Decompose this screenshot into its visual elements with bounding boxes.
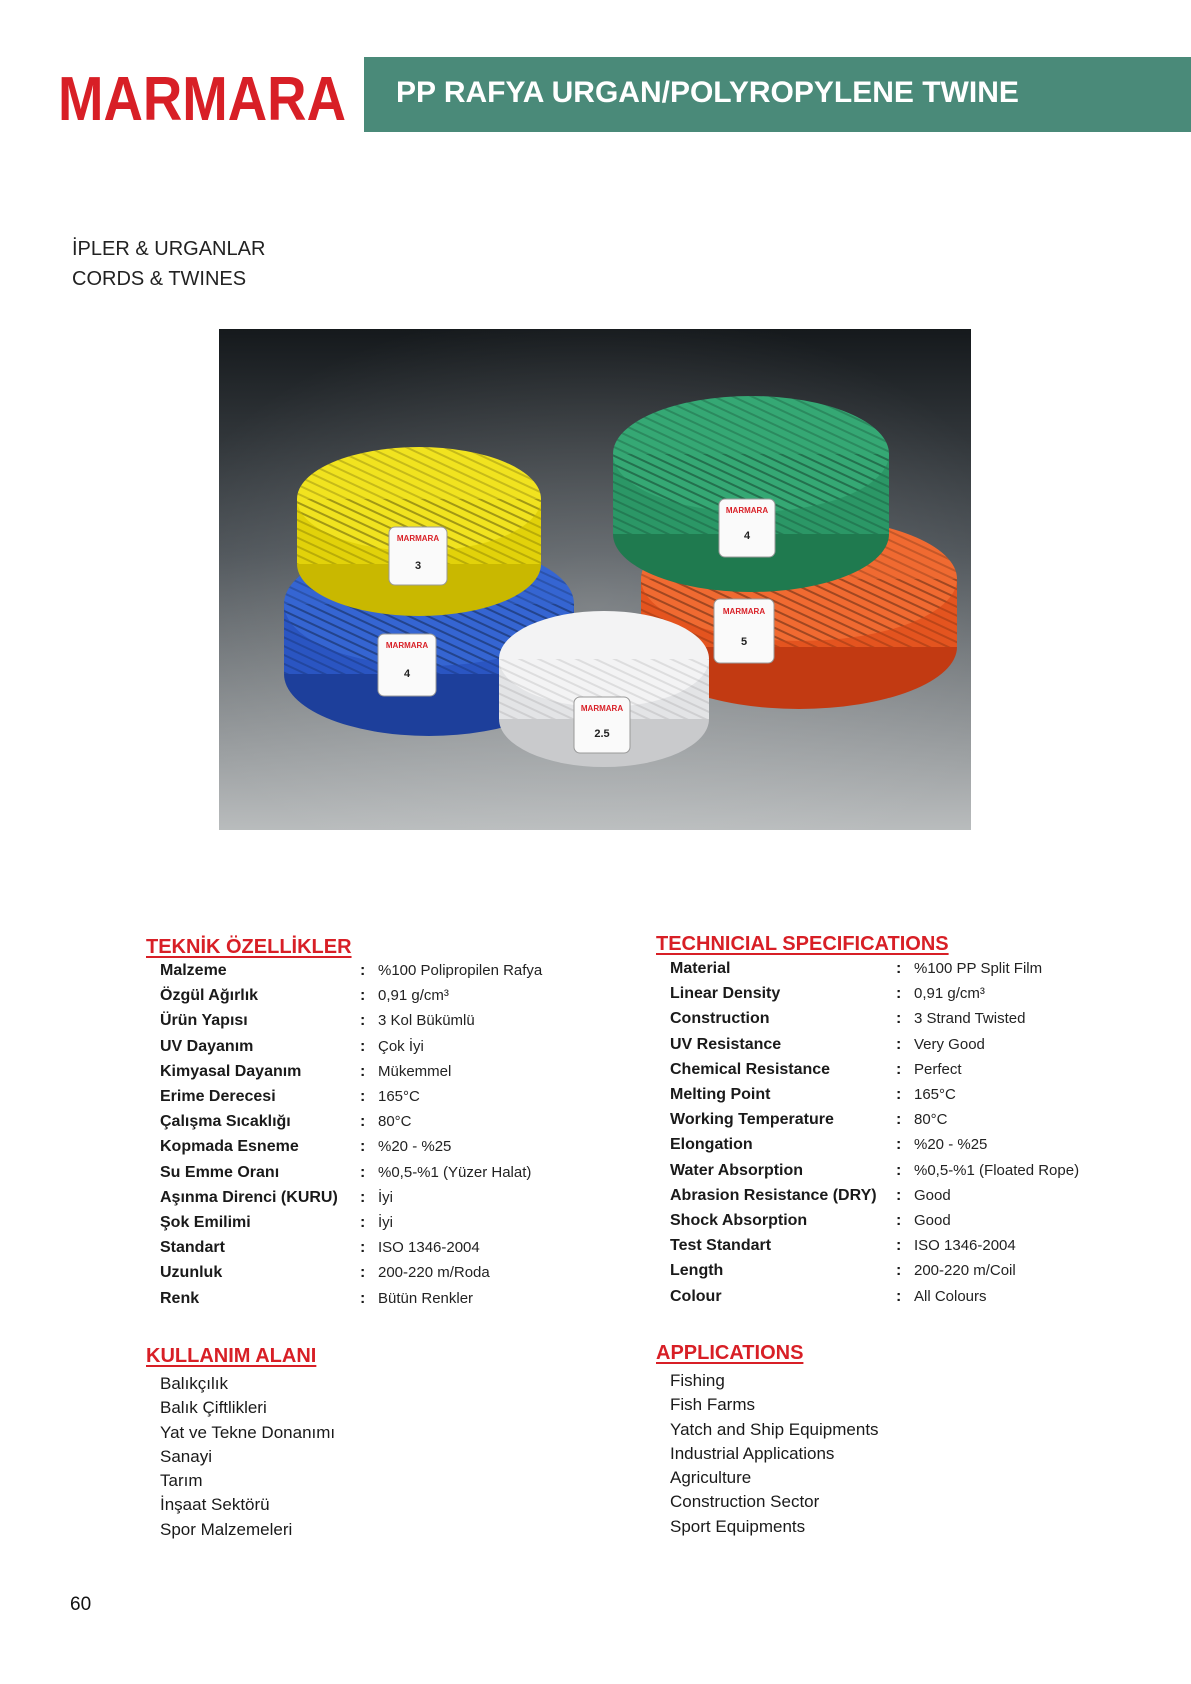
spec-en-colon: : <box>896 1212 902 1229</box>
spec-tr-value: %20 - %25 <box>378 1138 452 1156</box>
spec-tr-colon: : <box>360 1239 366 1257</box>
spec-tr-row <box>160 1164 580 1188</box>
svg-text:4: 4 <box>403 668 411 680</box>
spec-tr-colon: : <box>360 1062 366 1080</box>
spec-en-label: Melting Point <box>670 1086 771 1103</box>
spec-tr-colon: : <box>360 1088 366 1105</box>
spec-tr-label: Su Emme Oranı <box>160 1163 280 1181</box>
spec-en-label: Elongation <box>670 1136 753 1154</box>
svg-text:3: 3 <box>414 560 422 572</box>
spec-en-label: UV Resistance <box>670 1035 782 1053</box>
category-en: CORDS & TWINES <box>72 268 247 290</box>
tag-green <box>719 499 775 557</box>
spec-en-colon: : <box>896 1237 902 1255</box>
spec-tr-row <box>160 962 580 986</box>
marmara-logo <box>58 65 348 134</box>
svg-text:4: 4 <box>743 530 751 542</box>
application-en-item: Fishing <box>670 1371 725 1390</box>
spec-tr-label: Kimyasal Dayanım <box>160 1062 302 1080</box>
application-en-item: Fish Farms <box>670 1395 755 1415</box>
application-en-item: Construction Sector <box>670 1492 820 1512</box>
spec-tr-row <box>160 1088 580 1112</box>
spec-en-colon: : <box>896 1086 902 1103</box>
spec-en-row <box>670 1086 1110 1110</box>
spec-tr-colon: : <box>360 987 366 1005</box>
tag-blue <box>378 634 436 696</box>
spec-en-row <box>670 1036 1110 1060</box>
spec-en-value: %100 PP Split Film <box>914 960 1043 977</box>
category-tr: İPLER & URGANLAR <box>72 238 266 260</box>
spec-tr-row <box>160 1063 580 1087</box>
spec-en-row <box>670 985 1110 1009</box>
spec-en-colon: : <box>896 1035 902 1053</box>
spec-tr-colon: : <box>360 962 366 979</box>
application-tr-item: Spor Malzemeleri <box>160 1519 293 1539</box>
spec-en-row <box>670 1061 1110 1085</box>
spec-tr-label: Uzunluk <box>160 1264 223 1282</box>
spec-en-value: All Colours <box>914 1287 987 1305</box>
spec-tr-value: 200-220 m/Roda <box>378 1264 490 1282</box>
spec-en-value: Perfect <box>914 1060 962 1078</box>
spec-tr-colon: : <box>360 1012 366 1030</box>
specs-en-table <box>670 960 1110 1320</box>
spec-en-row <box>670 1010 1110 1034</box>
spec-tr-label: Standart <box>160 1239 225 1257</box>
svg-text:MARMARA: MARMARA <box>580 704 624 713</box>
spec-en-label: Linear Density <box>670 985 781 1003</box>
spec-en-colon: : <box>896 1186 902 1204</box>
spec-en-row <box>670 1288 1110 1312</box>
spec-tr-colon: : <box>360 1163 366 1181</box>
spec-en-label: Length <box>670 1262 724 1280</box>
spec-tr-row <box>160 1189 580 1213</box>
applications-tr-title: KULLANIM ALANI <box>146 1345 317 1367</box>
spec-tr-label: Ürün Yapısı <box>160 1012 248 1030</box>
spec-en-row <box>670 960 1110 984</box>
spec-tr-label: Renk <box>160 1289 200 1307</box>
spec-en-row <box>670 1111 1110 1135</box>
spec-tr-value: 80°C <box>378 1113 412 1131</box>
page-title: PP RAFYA URGAN/POLYROPYLENE TWINE <box>396 76 1019 109</box>
application-tr-item: İnşaat Sektörü <box>160 1495 270 1515</box>
applications-en-title: APPLICATIONS <box>656 1342 804 1364</box>
spec-en-row <box>670 1162 1110 1186</box>
spec-tr-value: Mükemmel <box>378 1062 452 1080</box>
spec-en-value: Good <box>914 1186 951 1204</box>
specs-tr-table <box>160 962 580 1322</box>
application-tr-item: Tarım <box>160 1471 203 1491</box>
product-photo <box>219 329 971 830</box>
spec-en-row <box>670 1187 1110 1211</box>
tag-orange <box>714 599 774 663</box>
spec-tr-value: 165°C <box>378 1088 420 1105</box>
spec-tr-label: Özgül Ağırlık <box>160 987 259 1005</box>
spec-en-value: 3 Strand Twisted <box>914 1010 1026 1028</box>
spec-en-colon: : <box>896 1111 902 1129</box>
spec-tr-row <box>160 1264 580 1288</box>
applications-tr-list <box>160 1372 335 1542</box>
spec-tr-row <box>160 1113 580 1137</box>
spec-tr-row <box>160 1214 580 1238</box>
spec-en-colon: : <box>896 1161 902 1179</box>
spec-en-colon: : <box>896 1136 902 1154</box>
specs-tr-title: TEKNİK ÖZELLİKLER <box>146 936 352 958</box>
application-tr-item: Balıkçılık <box>160 1374 229 1393</box>
spec-en-label: Colour <box>670 1287 722 1305</box>
spec-tr-row <box>160 1239 580 1263</box>
svg-text:MARMARA: MARMARA <box>725 506 769 515</box>
svg-text:5: 5 <box>740 636 748 648</box>
spec-tr-row <box>160 1138 580 1162</box>
spec-en-colon: : <box>896 960 902 977</box>
application-tr-item: Balık Çiftlikleri <box>160 1398 267 1418</box>
spec-en-row <box>670 1212 1110 1236</box>
spec-tr-value: %100 Polipropilen Rafya <box>378 962 543 979</box>
spec-tr-row <box>160 1290 580 1314</box>
category-heading <box>72 234 265 294</box>
spec-en-value: 0,91 g/cm³ <box>914 985 985 1003</box>
spec-tr-row <box>160 987 580 1011</box>
spec-tr-label: Malzeme <box>160 962 227 979</box>
spec-en-row <box>670 1237 1110 1261</box>
spec-en-value: Very Good <box>914 1035 985 1053</box>
tag-yellow <box>389 527 447 585</box>
spec-tr-value: %0,5-%1 (Yüzer Halat) <box>378 1163 532 1181</box>
spec-en-colon: : <box>896 1262 902 1280</box>
spec-en-colon: : <box>896 1060 902 1078</box>
spec-en-row <box>670 1136 1110 1160</box>
spec-tr-label: UV Dayanım <box>160 1037 254 1055</box>
header-bar <box>364 57 1191 132</box>
spec-tr-colon: : <box>360 1264 366 1282</box>
application-en-item: Yatch and Ship Equipments <box>670 1419 879 1439</box>
spec-tr-colon: : <box>360 1138 366 1156</box>
spec-tr-colon: : <box>360 1037 366 1055</box>
svg-text:2.5: 2.5 <box>594 728 610 740</box>
spec-tr-label: Aşınma Direnci (KURU) <box>160 1188 338 1206</box>
spec-tr-colon: : <box>360 1113 366 1131</box>
svg-text:MARMARA: MARMARA <box>58 65 346 134</box>
spec-en-label: Water Absorption <box>670 1161 804 1179</box>
spec-tr-value: Bütün Renkler <box>378 1289 474 1307</box>
spec-tr-label: Kopmada Esneme <box>160 1138 299 1156</box>
spec-en-row <box>670 1262 1110 1286</box>
application-tr-item: Yat ve Tekne Donanımı <box>160 1422 336 1442</box>
application-en-item: Industrial Applications <box>670 1443 835 1463</box>
svg-text:MARMARA: MARMARA <box>385 641 429 650</box>
spec-en-value: 80°C <box>914 1111 948 1129</box>
spec-tr-colon: : <box>360 1188 366 1206</box>
application-tr-item: Sanayi <box>160 1446 212 1466</box>
spec-en-label: Test Standart <box>670 1237 772 1255</box>
spec-en-value: 200-220 m/Coil <box>914 1262 1016 1280</box>
svg-text:MARMARA: MARMARA <box>396 534 440 543</box>
specs-en-title: TECHNICIAL SPECIFICATIONS <box>656 933 949 955</box>
spec-en-colon: : <box>896 1287 902 1305</box>
spec-tr-label: Çalışma Sıcaklığı <box>160 1113 291 1131</box>
applications-en-list <box>670 1369 879 1539</box>
spec-en-colon: : <box>896 985 902 1003</box>
spec-en-label: Material <box>670 960 731 977</box>
tag-white <box>574 697 630 753</box>
spec-en-label: Shock Absorption <box>670 1212 808 1229</box>
spec-tr-value: İyi <box>378 1214 393 1231</box>
green-coil <box>613 396 889 592</box>
spec-en-label: Working Temperature <box>670 1111 834 1129</box>
spec-tr-row <box>160 1012 580 1036</box>
spec-tr-label: Erime Derecesi <box>160 1088 276 1105</box>
spec-en-label: Construction <box>670 1010 770 1028</box>
spec-tr-value: 0,91 g/cm³ <box>378 987 449 1005</box>
page-number: 60 <box>70 1594 92 1615</box>
spec-tr-value: Çok İyi <box>378 1037 424 1055</box>
spec-en-label: Chemical Resistance <box>670 1060 831 1078</box>
spec-en-value: 165°C <box>914 1086 956 1103</box>
spec-tr-label: Şok Emilimi <box>160 1214 251 1231</box>
spec-tr-colon: : <box>360 1289 366 1307</box>
spec-en-value: %0,5-%1 (Floated Rope) <box>914 1161 1080 1179</box>
spec-en-value: ISO 1346-2004 <box>914 1237 1016 1255</box>
svg-text:MARMARA: MARMARA <box>722 607 766 616</box>
spec-en-label: Abrasion Resistance (DRY) <box>670 1186 877 1204</box>
spec-tr-value: ISO 1346-2004 <box>378 1239 480 1257</box>
spec-en-colon: : <box>896 1010 902 1028</box>
spec-tr-colon: : <box>360 1214 366 1231</box>
application-en-item: Agriculture <box>670 1468 752 1488</box>
spec-en-value: Good <box>914 1212 951 1229</box>
spec-tr-value: İyi <box>378 1188 393 1206</box>
spec-tr-value: 3 Kol Bükümlü <box>378 1012 475 1030</box>
spec-tr-row <box>160 1038 580 1062</box>
spec-en-value: %20 - %25 <box>914 1136 988 1154</box>
application-en-item: Sport Equipments <box>670 1516 806 1536</box>
